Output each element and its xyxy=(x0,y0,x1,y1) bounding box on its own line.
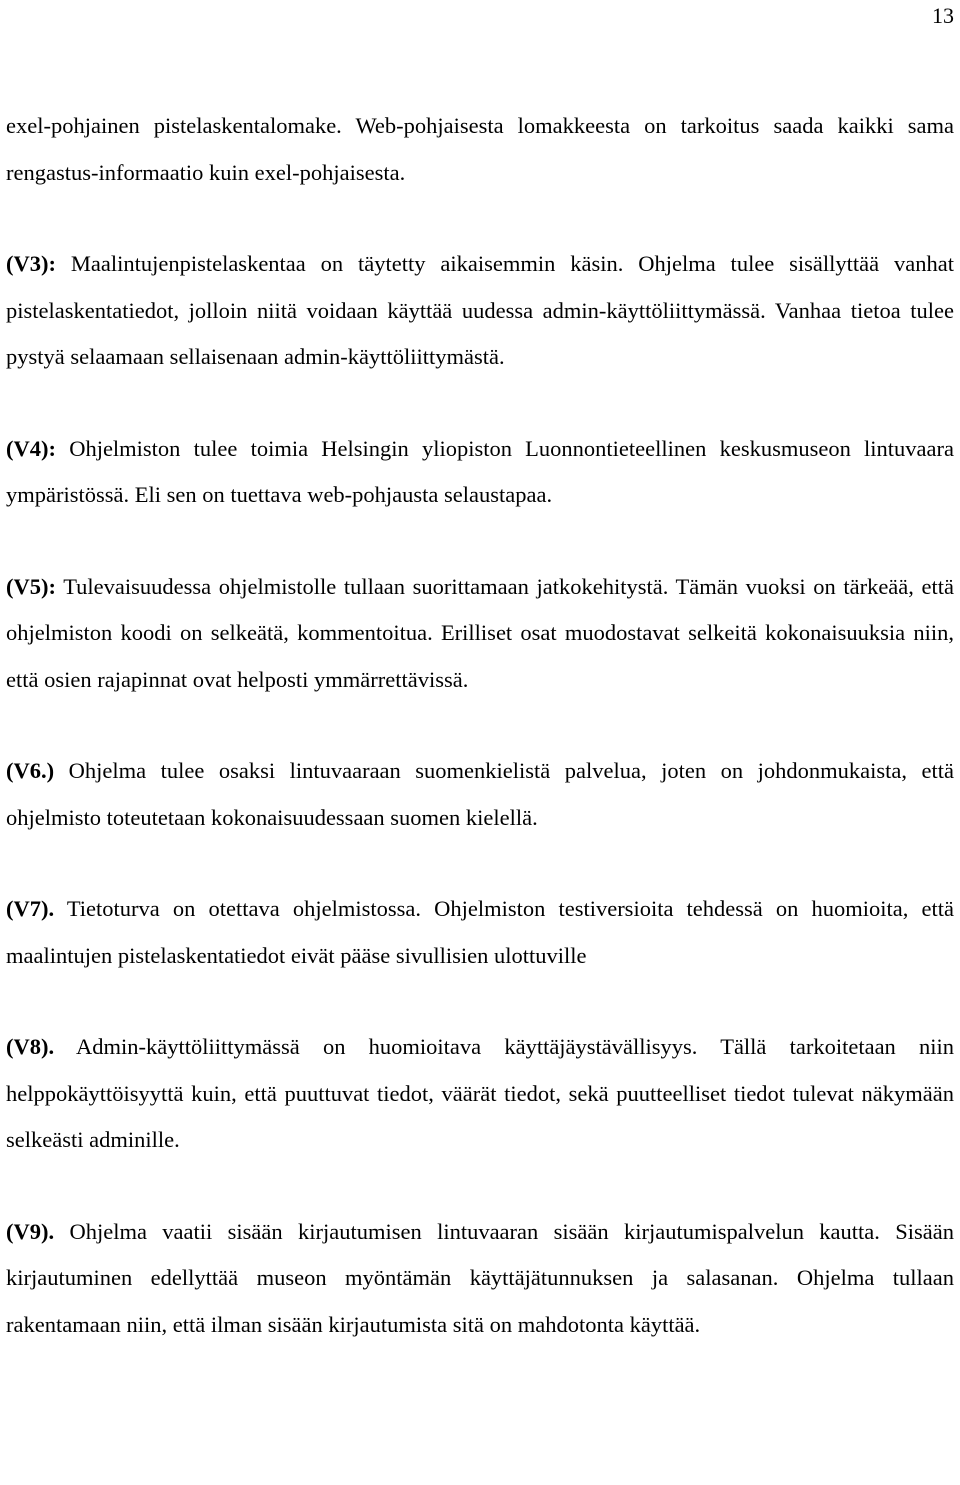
requirement-label: (V8). xyxy=(6,1034,55,1059)
paragraph-v6 xyxy=(6,748,954,841)
requirement-label: (V7). xyxy=(6,896,55,921)
requirement-label: (V3): xyxy=(6,251,56,276)
paragraph-v4 xyxy=(6,426,954,519)
paragraph-text: Ohjelma vaatii sisään kirjautumisen lintuvaaran sisään kirjautumispalvelun kautta. Sisään kirjautuminen edellyttää museon myöntämän käyttäjätunnuksen ja salasanan. Ohjelma tullaan rakentamaan niin, että ilman sisään kirjautumista sitä on mahdotonta käyttää. xyxy=(6,1218,954,1337)
paragraph-text: Tulevaisuudessa ohjelmistolle tullaan suorittamaan jatkokehitystä. Tämän vuoksi on tärkeää, että ohjelmiston koodi on selkeätä, kommentoitua. Erilliset osat muodostavat selkeitä kokonaisuuksia niin, että osien rajapinnat ovat helposti ymmärrettävissä. xyxy=(6,573,954,692)
document-body xyxy=(6,103,954,1393)
requirement-label: (V5): xyxy=(6,573,56,599)
paragraph-text: Maalintujenpistelaskentaa on täytetty aikaisemmin käsin. Ohjelma tulee sisällyttää vanhat pistelaskentatiedot, jolloin niitä voidaan käyttää uudessa admin-käyttöliittymässä. Vanhaa tietoa tulee pystyä selaamaan sellaisenaan admin-käyttöliittymästä. xyxy=(6,251,954,369)
requirement-label: (V6.) xyxy=(6,758,55,783)
paragraph-v9 xyxy=(6,1209,954,1349)
paragraph-v7 xyxy=(6,886,954,979)
requirement-label: (V9). xyxy=(6,1218,55,1244)
paragraph-text: Admin-käyttöliittymässä on huomioitava käyttäjäystävällisyys. Tällä tarkoitetaan niin helppokäyttöisyyttä kuin, että puuttuvat tiedot, väärät tiedot, sekä puutteelliset tiedot tulevat näkymään selkeästi adminille. xyxy=(6,1034,954,1152)
paragraph-text: Ohjelmiston tulee toimia Helsingin yliopiston Luonnontieteellinen keskusmuseon lintuvaara ympäristössä. Eli sen on tuettava web-pohjausta selaustapaa. xyxy=(6,435,954,507)
paragraph-v5 xyxy=(6,564,954,704)
paragraph-intro xyxy=(6,103,954,196)
page-number: 13 xyxy=(932,3,954,28)
paragraph-text: exel-pohjainen pistelaskentalomake. Web-pohjaisesta lomakkeesta on tarkoitus saada kaikki sama rengastus-informaatio kuin exel-pohjaisesta. xyxy=(6,113,954,185)
paragraph-text: Tietoturva on otettava ohjelmistossa. Ohjelmiston testiversioita tehdessä on huomioita, että maalintujen pistelaskentatiedot eivät pääse sivullisien ulottuville xyxy=(6,896,954,968)
paragraph-v3 xyxy=(6,241,954,381)
requirement-label: (V4): xyxy=(6,435,56,461)
paragraph-text: Ohjelma tulee osaksi lintuvaaraan suomenkielistä palvelua, joten on johdonmukaista, että ohjelmisto toteutetaan kokonaisuudessaan suomen kielellä. xyxy=(6,758,954,830)
paragraph-v8 xyxy=(6,1024,954,1164)
